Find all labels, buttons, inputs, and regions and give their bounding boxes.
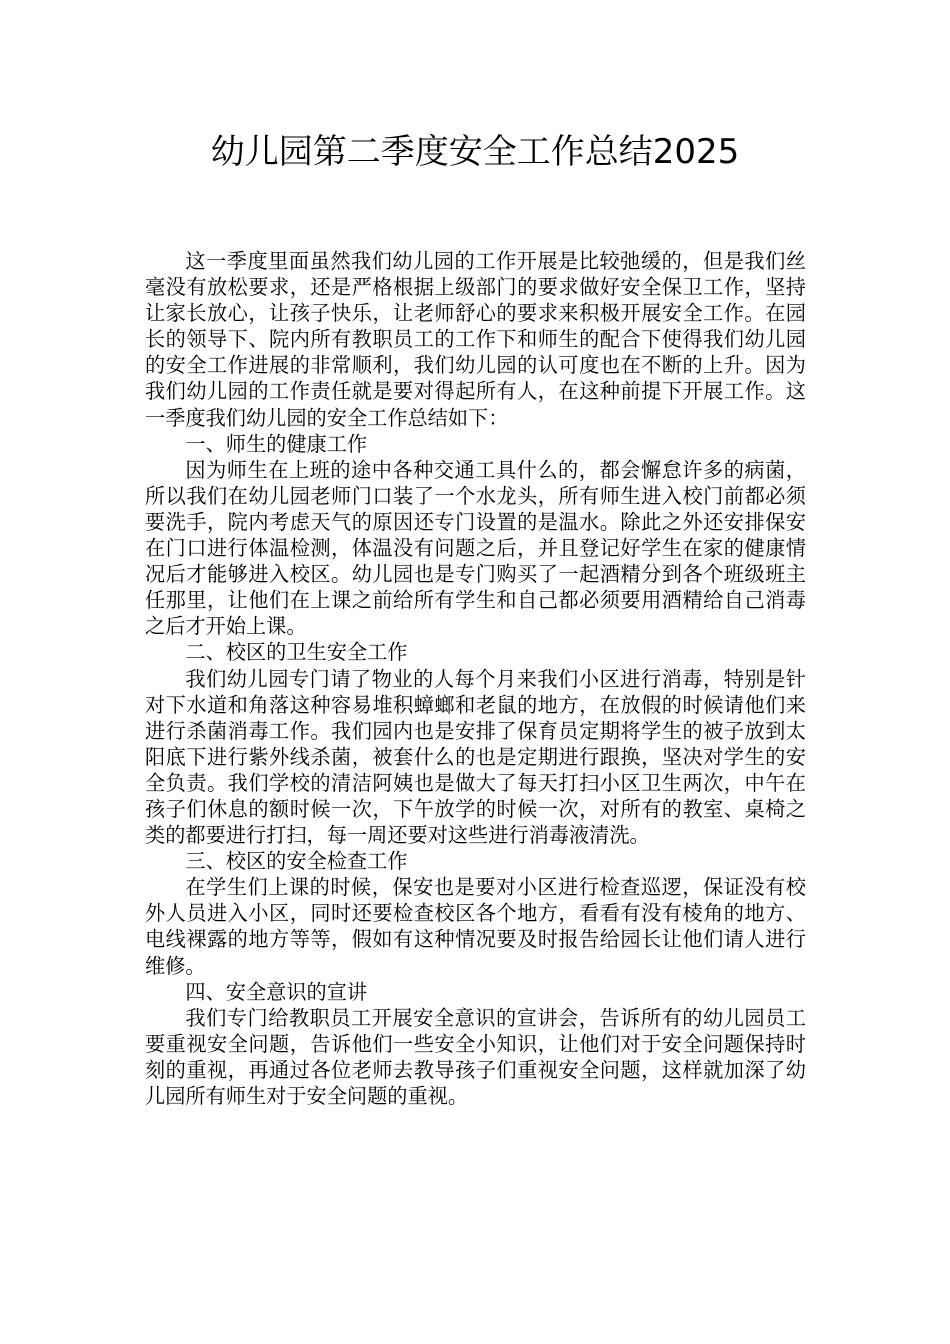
section-paragraph-hygiene: 我们幼儿园专门请了物业的人每个月来我们小区进行消毒，特别是针对下水道和角落这种容易堆积蟑螂和老鼠的地方，在放假的时候请他们来进行杀菌消毒工作。我们园内也是安排了保育员定期将学生的被子放到太阳底下进行紫外线杀菌，被套什么的也是定期进行跟换，坚决对学生的安全负责。我们学校的清洁阿姨也是做大了每天打扫小区卫生两次，中午在孩子们休息的额时候一次，下午放学的时候一次，对所有的教室、桌椅之类的都要进行打扫，每一周还要对这些进行消毒液清洗。 — [145, 666, 806, 848]
document-title: 幼儿园第二季度安全工作总结2025 — [210, 132, 740, 172]
section-heading-awareness: 四、安全意识的宣讲 — [185, 979, 368, 1004]
intro-paragraph: 这一季度里面虽然我们幼儿园的工作开展是比较弛缓的，但是我们丝毫没有放松要求，还是严格根据上级部门的要求做好安全保卫工作，坚持让家长放心，让孩子快乐，让老师舒心的要求来积极开展安全工作。在园长的领导下、院内所有教职员工的工作下和师生的配合下使得我们幼儿园的安全工作进展的非常顺利，我们幼儿园的认可度也在不断的上升。因为我们幼儿园的工作责任就是要对得起所有人，在这种前提下开展工作。这一季度我们幼儿园的安全工作总结如下： — [145, 249, 806, 430]
section-paragraph-health: 因为师生在上班的途中各种交通工具什么的，都会懈怠许多的病菌，所以我们在幼儿园老师门口装了一个水龙头，所有师生进入校门前都必须要洗手，院内考虑天气的原因还专门设置的是温水。除此之外还安排保安在门口进行体温检测，体温没有问题之后，并且登记好学生在家的健康情况后才能够进入校区。幼儿园也是专门购买了一起酒精分到各个班级班主任那里，让他们在上课之前给所有学生和自己都必须要用酒精给自己消毒之后才开始上课。 — [145, 457, 806, 639]
section-heading-health: 一、师生的健康工作 — [185, 431, 368, 456]
section-paragraph-inspection: 在学生们上课的时候，保安也是要对小区进行检查巡逻，保证没有校外人员进入小区，同时还要检查校区各个地方，看看有没有棱角的地方、电线裸露的地方等等，假如有这种情况要及时报告给园长让他们请人进行维修。 — [145, 875, 806, 978]
document-body — [145, 248, 806, 1109]
section-heading-inspection: 三、校区的安全检查工作 — [185, 849, 408, 874]
section-heading-hygiene: 二、校区的卫生安全工作 — [185, 640, 408, 665]
section-paragraph-awareness: 我们专门给教职员工开展安全意识的宣讲会，告诉所有的幼儿园员工要重视安全问题，告诉他们一些安全小知识，让他们对于安全问题保持时刻的重视，再通过各位老师去教导孩子们重视安全问题，这样就加深了幼儿园所有师生对于安全问题的重视。 — [145, 1005, 806, 1108]
